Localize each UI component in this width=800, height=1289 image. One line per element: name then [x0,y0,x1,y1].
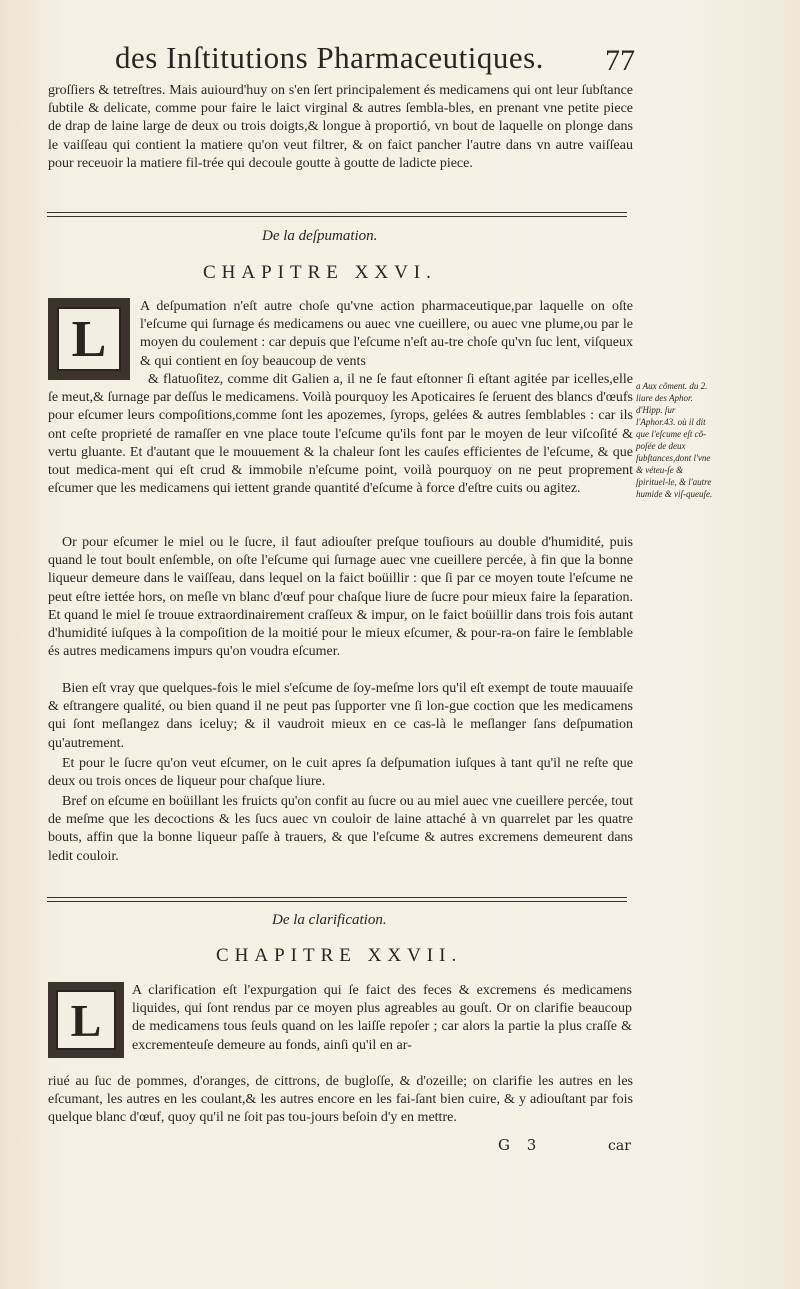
margin-note: a Aux cõment. du 2. liure des Aphor. d'Hipp. ſur l'Aphor.43. où il dit que l'eſcume eſt cõ-poſée de deux ſubſtances,dont l'vne & véteu-ſe & ſpirituel-le, & l'autre humide & viſ-queuſe. [636,381,713,499]
chapter-26-para-3: Bien eſt vray que quelques-fois le miel s'eſcume de ſoy-meſme lors qu'il eſt exempt de toute mauuaiſe & eſtrangere qualité, ou bien quand il ne peut pas ſupporter vne ſi lon-gue coction que les medicamens qui ſont meſlangez dans iceluy; & il vaudroit mieux en ce cas-là le meſlanger ſans deſpumation qu'autrement. [48,681,633,751]
page-header [85,40,645,80]
chapter-26-opening: A deſpumation n'eſt autre choſe qu'vne action pharmaceutique,par laquelle on oſte l'eſcume qui ſurnage és medicamens ou auec vne cueillere, ou auec vne plume,ou par le moyen du coulement : car depuis que l'eſcume n'eſt au-tre choſe qu'vn ſuc lent, viſqueux & qui contient en ſoy beaucoup de vents [140,299,633,369]
decorated-initial-icon-2 [48,982,124,1058]
chapter-heading-26: CHAPITRE XXVI. [203,262,437,283]
chapter-26-para-1: & flatuoſitez, comme dit Galien a, il ne ſe faut eſtonner ſi eſtant agitée par icelles,elle ſe meut,& ſurnage par deſſus le medicamens. Voilà pourquoy les Apoticaires ſe ſeruent des blancs d'œufs pour eſcumer leurs compoſitions,comme ſont les apozemes, ſyrops, gelées & autres ſemblables : car ils ont ceſte proprieté de ramaſſer en vne place toute l'eſcume qu'ils font par le moyen de leur viſcoſité & vertu gluante. Et d'autant que le mouuement & la chaleur ſont les cauſes efficientes de l'eſcume, & que tout medica-ment qui eſt crud & immobile n'eſcume point, voilà pourquoy on ne peut proprement eſcumer que les medicamens qui iettent grande quantité d'eſcume à force d'eſtre cuits ou agitez. [48,372,633,497]
section-divider [47,212,627,217]
initial-letter-2: L [56,990,116,1050]
chapter-27-para-1: riué au ſuc de pommes, d'oranges, de cittrons, de bugloſſe, & d'ozeille; on clarifie les autres en les eſcumant, les autres en les coulant,& les autres encore en les fai-ſant bien cuire, & y adiouſtant par fois quelque blanc d'œuf, quoy qu'il ne ſoit pas tou-jours beſoin d'y en mettre. [48,1074,633,1126]
chapter-26-para-4: Et pour le ſucre qu'on veut eſcumer, on le cuit apres ſa deſpumation iuſques à tant qu'il ne reſte que deux ou trois onces de liqueur pour chaſque liure. [48,756,633,790]
section-title-clarification: De la clarification. [272,912,387,928]
page-number: 77 [605,44,635,77]
chapter-heading-27: CHAPITRE XXVII. [216,945,463,966]
section-title-despumation: De la deſpumation. [262,228,378,244]
chapter-26-para-2: Or pour eſcumer le miel ou le ſucre, il faut adiouſter preſque touſiours au double d'humidité, puis quand le tout boult enſemble, on oſte l'eſcume qui ſurnage auec vne cueillere percée, à fin que la bonne liqueur demeure dans le vaiſſeau, dans lequel on la faict boüillir : que ſi par ce moyen toute l'eſcume ne peut eſtre iettée hors, on meſle vn blanc d'œuf pour chaſque liure de ſucre pour mieux faire la ſeparation. Et quand le miel ſe trouue extraordinairement craſſeux & impur, on le faict boüillir dans trois fois autant d'humidité iuſques à la compoſition de la moitié pour le mieux eſcumer, & pour-ra-on faire le ſemblable és autres medicamens impurs qu'on voudra eſcumer. [48,535,633,660]
initial-letter: L [57,307,121,371]
catchword: car [608,1138,631,1154]
section-divider-2 [47,897,627,902]
signature-mark: G 3 [498,1136,543,1154]
running-title: des Inſtitutions Pharmaceutiques. [115,40,544,75]
chapter-27-opening: A clarification eſt l'expurgation qui ſe faict des feces & excremens és medicamens liquides, qui ſont rendus par ce moyen plus agreables au gouſt. Or on clarifie beaucoup de medicamens tous ſeuls quand on les laiſſe repoſer ; car alors la partie la plus craſſe & excrementeuſe demeure au fonds, ainſi qu'il en ar- [132,983,632,1053]
decorated-initial-icon [48,298,130,380]
continuation-paragraph: groſſiers & tetreſtres. Mais auiourd'huy on s'en ſert principalement és medicamens qui ont leur ſubſtance ſubtile & delicate, comme pour faire le laict virginal & autres ſembla-bles, en prenant vne petite piece de drap de laine large de deux ou trois doigts,& longue à proportió, vn bout de laquelle on plonge dans le vaiſſeau qui contient la matiere qu'on veut filtrer, & on faict pancher l'autre dans vn autre vaiſſeau pour receuoir la matiere fil-trée qui decoule goutte à goutte de ladicte piece. [48,83,633,171]
chapter-26-para-5: Bref on eſcume en boüillant les fruicts qu'on confit au ſucre ou au miel auec vne cueillere percée, tout de meſme que les decoctions & les ſucs auec vn couloir de laine attaché à vn quarrelet par les quatre bouts, affin que la bonne liqueur paſſe à trauers, & que l'eſcume & autres excremens demeurent dans ledit couloir. [48,794,633,864]
